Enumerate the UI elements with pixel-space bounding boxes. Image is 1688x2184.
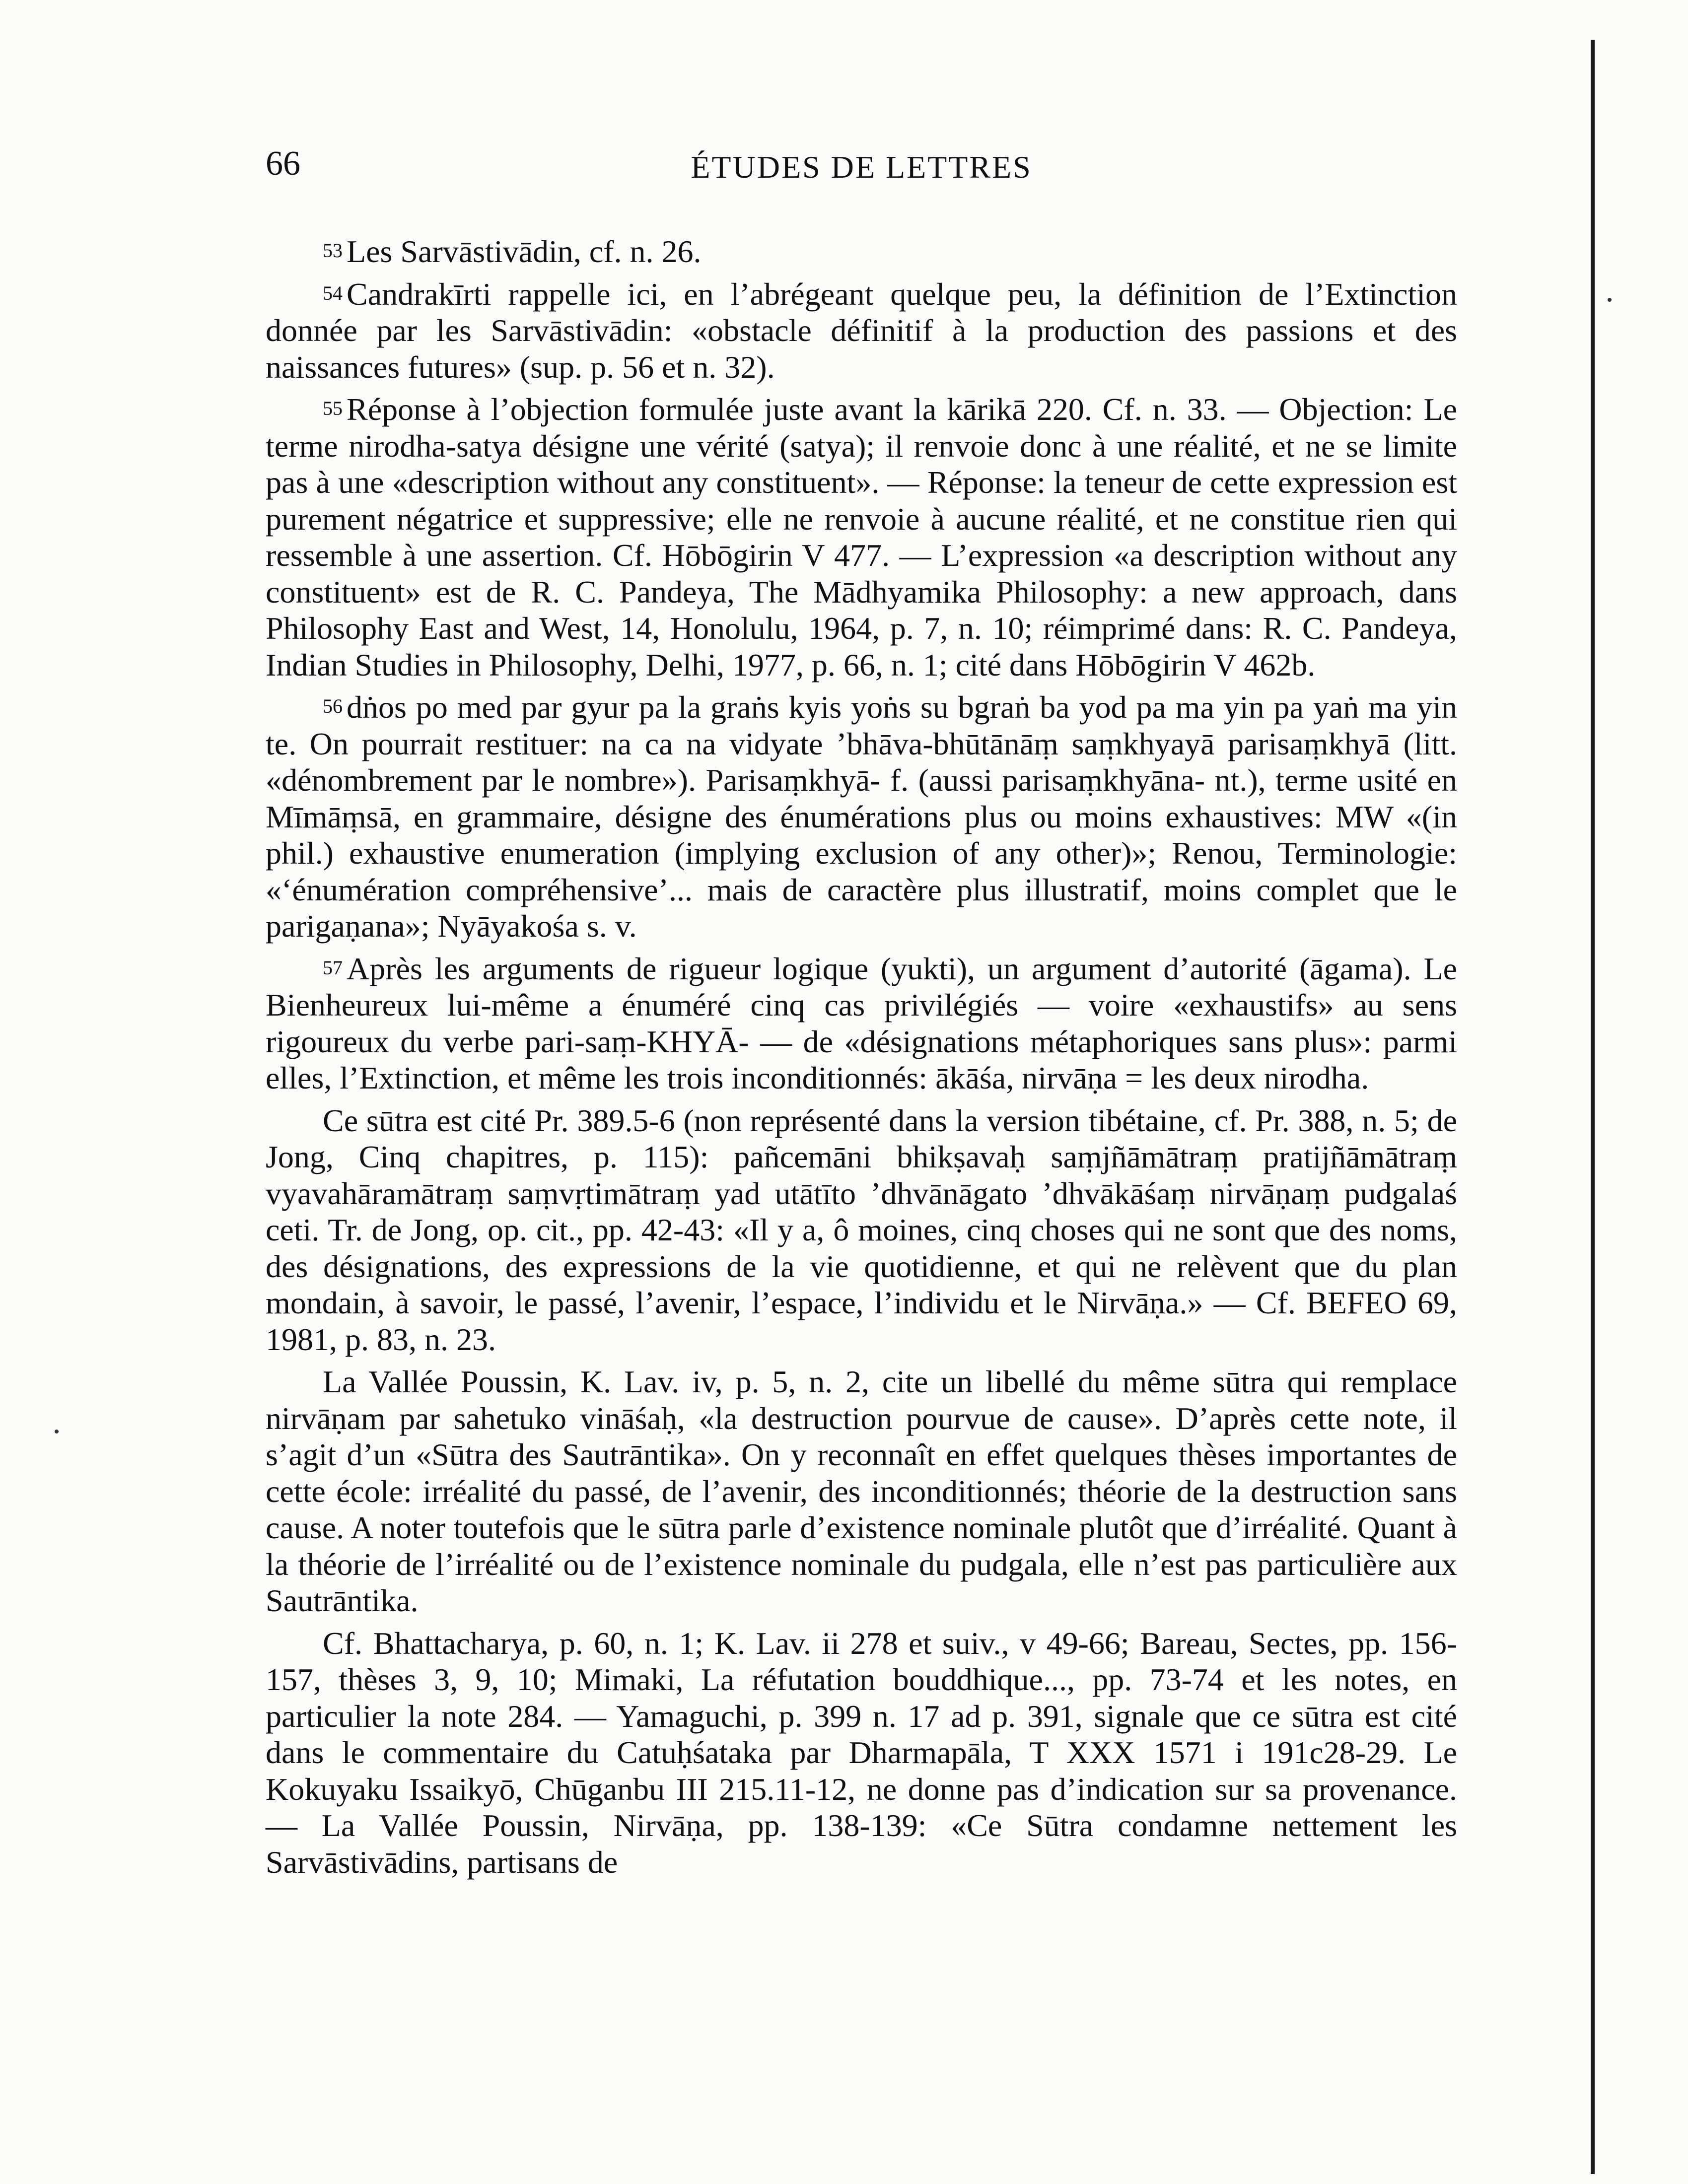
page-header (266, 144, 1457, 199)
paragraph: La Vallée Poussin, K. Lav. iv, p. 5, n. 2, cite un libellé du même sūtra qui remplace nirvāṇam par sahetuko vināśaḥ, «la destruction pourvue de cause». D’après cette note, il s’agit d’un «Sūtra des Sautrāntika». On y reconnaît en effet quelques thèses importantes de cette école: irréalité du passé, de l’avenir, des inconditionnés; théorie de la destruction sans cause. A noter toutefois que le sūtra parle d’existence nominale plutôt que d’irréalité. Quant à la théorie de l’irréalité ou de l’existence nominale du pudgala, elle n’est pas particulière aux Sautrāntika. (266, 1364, 1457, 1618)
note-number: 56 (323, 695, 343, 717)
paragraph: Ce sūtra est cité Pr. 389.5-6 (non représenté dans la version tibétaine, cf. Pr. 388, n. 5; de Jong, Cinq chapitres, p. 115): pañcemāni bhikṣavaḥ saṃjñāmātraṃ pratijñāmātraṃ vyavahāramātraṃ saṃvṛtimātraṃ yad utātīto ’dhvānāgato ’dhvākāśaṃ nirvāṇaṃ pudgalaś ceti. Tr. de Jong, op. cit., pp. 42-43: «Il y a, ô moines, cinq choses qui ne sont que des noms, des désignations, des expressions de la vie quotidienne, et qui ne relèvent que du plan mondain, à savoir, le passé, l’avenir, l’espace, l’individu et le Nirvāṇa.» — Cf. BEFEO 69, 1981, p. 83, n. 23. (266, 1102, 1457, 1357)
note-number: 55 (323, 397, 343, 419)
footnote-57 (266, 951, 1457, 1096)
footnote-55 (266, 391, 1457, 683)
note-text: dṅos po med par gyur pa la graṅs kyis yoṅs su bgraṅ ba yod pa ma yin pa yaṅ ma yin te. On pourrait restituer: na ca na vidyate ’bhāva-bhūtānāṃ saṃkhyayā parisaṃkhyā (litt. «dénombrement par le nombre»). Parisaṃkhyā- f. (aussi parisaṃkhyāna- nt.), terme usité en Mīmāṃsā, en grammaire, désigne des énumérations plus ou moins exhaustives: MW «(in phil.) exhaustive enumeration (implying exclusion of any other)»; Renou, Terminologie: «‘énumération compréhensive’... mais de caractère plus illustratif, moins complet que le parigaṇana»; Nyāyakośa s. v. (266, 689, 1457, 944)
footnote-56 (266, 689, 1457, 945)
note-text: Après les arguments de rigueur logique (yukti), un argument d’autorité (āgama). Le Bienheureux lui-même a énuméré cinq cas privilégiés — voire «exhaustifs» au sens rigoureux du verbe pari-saṃ-KHYĀ- — de «désignations métaphoriques sans plus»: parmi elles, l’Extinction, et même les trois inconditionnés: ākāśa, nirvāṇa = les deux nirodha. (266, 951, 1457, 1095)
note-text: Les Sarvāstivādin, cf. n. 26. (347, 234, 702, 269)
scan-speck (55, 1430, 59, 1433)
page-body (266, 233, 1457, 1886)
page-edge-rule (1591, 40, 1595, 2174)
note-text: Réponse à l’objection formulée juste avant la kārikā 220. Cf. n. 33. — Objection: Le terme nirodha-satya désigne une vérité (satya); il renvoie donc à une réalité, et ne se limite pas à une «description without any constituent». — Réponse: la teneur de cette expression est purement négatrice et suppressive; elle ne renvoie à aucune réalité, et ne constitue rien qui ressemble à une assertion. Cf. Hōbōgirin V 477. — L’expression «a description without any constituent» est de R. C. Pandeya, The Mādhyamika Philosophy: a new approach, dans Philosophy East and West, 14, Honolulu, 1964, p. 7, n. 10; réimprimé dans: R. C. Pandeya, Indian Studies in Philosophy, Delhi, 1977, p. 66, n. 1; cité dans Hōbōgirin V 462b. (266, 392, 1457, 682)
note-number: 53 (323, 239, 343, 262)
page-number: 66 (266, 144, 300, 183)
running-title: ÉTUDES DE LETTRES (691, 149, 1032, 185)
footnote-54 (266, 276, 1457, 386)
note-text: Candrakīrti rappelle ici, en l’abrégeant quelque peu, la définition de l’Extinction donnée par les Sarvāstivādin: «obstacle définitif à la production des passions et des naissances futures» (sup. p. 56 et n. 32). (266, 276, 1457, 385)
footnote-53 (266, 233, 1457, 270)
scan-speck (1608, 298, 1612, 302)
note-number: 57 (323, 956, 343, 979)
paragraph: Cf. Bhattacharya, p. 60, n. 1; K. Lav. ii 278 et suiv., v 49-66; Bareau, Sectes, pp. 156-157, thèses 3, 9, 10; Mimaki, La réfutation bouddhique..., pp. 73-74 et les notes, en particulier la note 284. — Yamaguchi, p. 399 n. 17 ad p. 391, signale que ce sūtra est cité dans le commentaire du Catuḥśataka par Dharmapāla, T XXX 1571 i 191c28-29. Le Kokuyaku Issaikyō, Chūganbu III 215.11-12, ne donne pas d’indication sur sa provenance. — La Vallée Poussin, Nirvāṇa, pp. 138-139: «Ce Sūtra condamne nettement les Sarvāstivādins, partisans de (266, 1625, 1457, 1880)
note-number: 54 (323, 281, 343, 304)
